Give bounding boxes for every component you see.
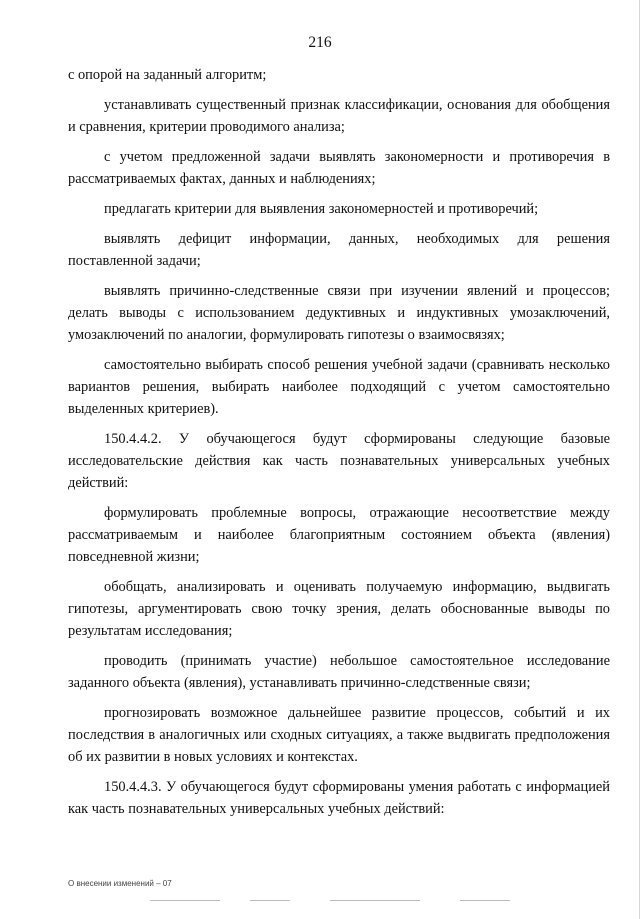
- scan-artifact: [250, 900, 290, 901]
- paragraph: проводить (принимать участие) небольшое самостоятельное исследование заданного объекта (явления), устанавливать причинно-следственные связи;: [68, 653, 610, 691]
- paragraph: выявлять причинно-следственные связи при изучении явлений и процессов; делать выводы с использованием дедуктивных и индуктивных умозаключений, умозаключений по аналогии, формулировать гипотезы о взаимосвязях;: [68, 283, 610, 343]
- paragraph: 150.4.4.2. У обучающегося будут сформированы следующие базовые исследовательские действия как часть познавательных универсальных учебных действий:: [68, 431, 610, 491]
- paragraph: самостоятельно выбирать способ решения учебной задачи (сравнивать несколько вариантов решения, выбирать наиболее подходящий с учетом самостоятельно выделенных критериев).: [68, 357, 610, 417]
- paragraph: 150.4.4.3. У обучающегося будут сформированы умения работать с информацией как часть познавательных универсальных учебных действий:: [68, 779, 610, 817]
- paragraph: обобщать, анализировать и оценивать получаемую информацию, выдвигать гипотезы, аргументировать свою точку зрения, делать обоснованные выводы по результатам исследования;: [68, 579, 610, 639]
- page-number: 216: [308, 34, 332, 51]
- paragraph: устанавливать существенный признак классификации, основания для обобщения и сравнения, критерии проводимого анализа;: [68, 97, 610, 135]
- scan-artifact: [330, 900, 420, 901]
- paragraph: прогнозировать возможное дальнейшее развитие процессов, событий и их последствия в аналогичных или сходных ситуациях, а также выдвигать предположения об их развитии в новых условиях и контекстах.: [68, 705, 610, 765]
- paragraph: выявлять дефицит информации, данных, необходимых для решения поставленной задачи;: [68, 231, 610, 269]
- body-text: [68, 64, 610, 820]
- paragraph: предлагать критерии для выявления закономерностей и противоречий;: [104, 201, 539, 217]
- scan-artifact: [150, 900, 220, 901]
- paragraph: с опорой на заданный алгоритм;: [68, 67, 267, 83]
- scan-artifact: [460, 900, 510, 901]
- paragraph: с учетом предложенной задачи выявлять закономерности и противоречия в рассматриваемых фактах, данных и наблюдениях;: [68, 149, 610, 187]
- paragraph: формулировать проблемные вопросы, отражающие несоответствие между рассматриваемым и наиболее благоприятным состоянием объекта (явления) повседневной жизни;: [68, 505, 610, 565]
- footer-note: О внесении изменений – 07: [68, 879, 172, 888]
